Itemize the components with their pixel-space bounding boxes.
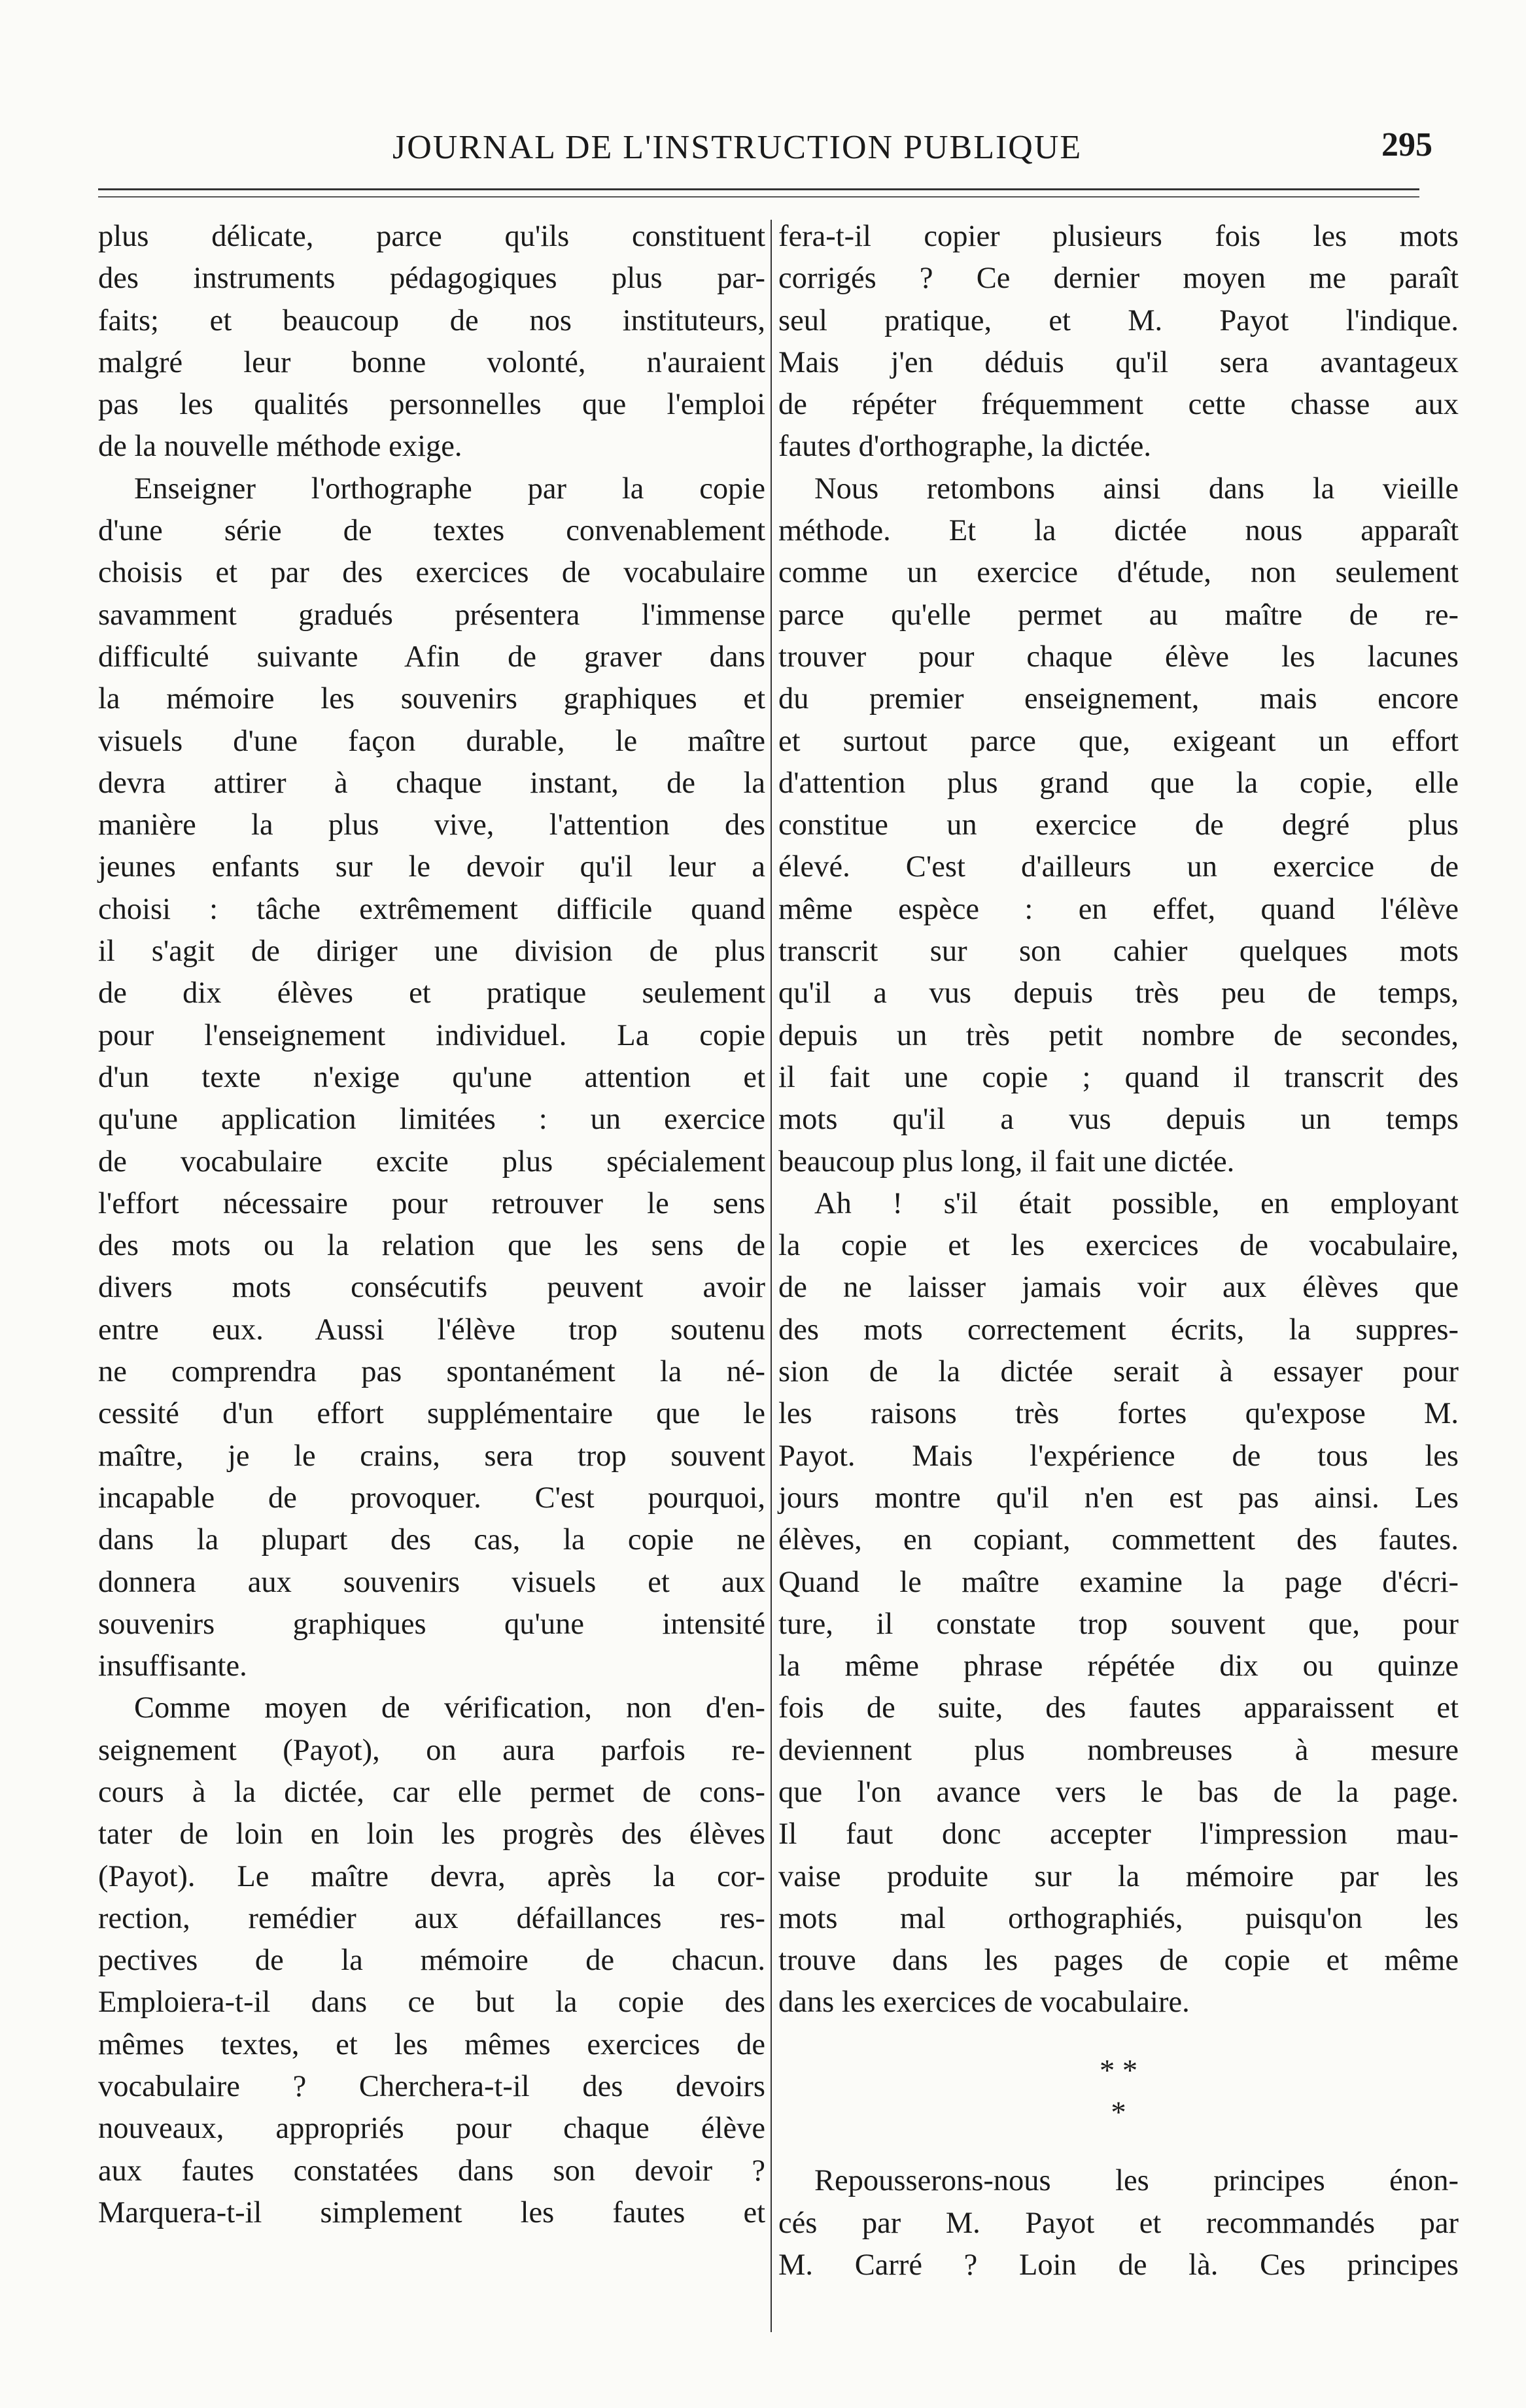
text-line: comme un exercice d'étude, non seulement	[778, 556, 1459, 590]
text-line: malgré leur bonne volonté, n'auraient	[98, 345, 765, 379]
text-line: qu'une application limitées : un exercice	[98, 1103, 765, 1137]
section-separator: *	[1111, 2096, 1126, 2130]
text-line: (Payot). Le maître devra, après la cor-	[98, 1859, 765, 1893]
text-line: difficulté suivante Afin de graver dans	[98, 640, 765, 674]
text-line: il fait une copie ; quand il transcrit des	[778, 1060, 1459, 1094]
text-line: Mais j'en déduis qu'il sera avantageux	[778, 345, 1459, 379]
text-line: donnera aux souvenirs visuels et aux	[98, 1565, 765, 1599]
text-line: manière la plus vive, l'attention des	[98, 808, 765, 842]
running-title: JOURNAL DE L'INSTRUCTION PUBLIQUE	[392, 129, 1083, 166]
text-line: d'une série de textes convenablement	[98, 514, 765, 548]
text-line: d'un texte n'exige qu'une attention et	[98, 1060, 765, 1094]
text-line: des instruments pédagogiques plus par-	[98, 262, 765, 296]
header-rule-secondary	[98, 196, 1419, 198]
text-line: beaucoup plus long, il fait une dictée.	[778, 1144, 1235, 1178]
text-line: depuis un très petit nombre de secondes,	[778, 1018, 1459, 1052]
text-line: ne comprendra pas spontanément la né-	[98, 1355, 765, 1389]
text-line: entre eux. Aussi l'élève trop soutenu	[98, 1313, 765, 1347]
text-line: savamment gradués présentera l'immense	[98, 598, 765, 632]
text-line: insuffisante.	[98, 1649, 247, 1683]
text-line: Payot. Mais l'expérience de tous les	[778, 1439, 1459, 1473]
text-line: faits; et beaucoup de nos instituteurs,	[98, 303, 765, 337]
text-line: mots mal orthographiés, puisqu'on les	[778, 1901, 1459, 1935]
text-line: maître, je le crains, sera trop souvent	[98, 1439, 765, 1473]
text-line: choisi : tâche extrêmement difficile quand	[98, 892, 765, 926]
text-line: dans la plupart des cas, la copie ne	[98, 1523, 765, 1557]
text-line: choisis et par des exercices de vocabulaire	[98, 556, 765, 590]
text-line: corrigés ? Ce dernier moyen me paraît	[778, 262, 1459, 296]
page-number: 295	[1381, 126, 1432, 163]
text-line: seul pratique, et M. Payot l'indique.	[778, 303, 1459, 337]
text-line: élevé. C'est d'ailleurs un exercice de	[778, 850, 1459, 884]
text-line: jeunes enfants sur le devoir qu'il leur a	[98, 850, 765, 884]
text-line: devra attirer à chaque instant, de la	[98, 766, 765, 800]
text-line: ture, il constate trop souvent que, pour	[778, 1607, 1459, 1641]
text-line: tater de loin en loin les progrès des élèves	[98, 1817, 765, 1851]
text-line: jours montre qu'il n'en est pas ainsi. Les	[778, 1481, 1459, 1515]
text-line: constitue un exercice de degré plus	[778, 808, 1459, 842]
text-line: des mots ou la relation que les sens de	[98, 1229, 765, 1263]
text-line: vaise produite sur la mémoire par les	[778, 1859, 1459, 1893]
text-line: la même phrase répétée dix ou quinze	[778, 1649, 1459, 1683]
text-line: M. Carré ? Loin de là. Ces principes	[778, 2248, 1459, 2282]
text-line: de répéter fréquemment cette chasse aux	[778, 388, 1459, 422]
text-line: la mémoire les souvenirs graphiques et	[98, 682, 765, 716]
header-rule	[98, 188, 1419, 190]
text-line: trouver pour chaque élève les lacunes	[778, 640, 1459, 674]
text-line: deviennent plus nombreuses à mesure	[778, 1733, 1459, 1767]
text-line: que l'on avance vers le bas de la page.	[778, 1775, 1459, 1809]
text-line: il s'agit de diriger une division de plus	[98, 935, 765, 969]
text-line: de la nouvelle méthode exige.	[98, 430, 462, 464]
text-line: Nous retombons ainsi dans la vieille	[814, 472, 1459, 506]
text-line: pectives de la mémoire de chacun.	[98, 1944, 765, 1978]
text-line: visuels d'une façon durable, le maître	[98, 724, 765, 758]
text-line: Repousserons-nous les principes énon-	[814, 2164, 1459, 2198]
text-line: rection, remédier aux défaillances res-	[98, 1901, 765, 1935]
text-line: la copie et les exercices de vocabulaire,	[778, 1229, 1459, 1263]
page-header	[92, 128, 1452, 187]
text-line: l'effort nécessaire pour retrouver le sens	[98, 1186, 765, 1220]
left-column	[98, 216, 765, 2234]
text-line: parce qu'elle permet au maître de re-	[778, 598, 1459, 632]
column-divider	[771, 220, 772, 2332]
text-line: mêmes textes, et les mêmes exercices de	[98, 2027, 765, 2061]
text-line: même espèce : en effet, quand l'élève	[778, 892, 1459, 926]
text-line: plus délicate, parce qu'ils constituent	[98, 220, 765, 253]
text-line: Marquera-t-il simplement les fautes et	[98, 2195, 765, 2229]
text-line: aux fautes constatées dans son devoir ?	[98, 2154, 765, 2188]
text-line: Il faut donc accepter l'impression mau-	[778, 1817, 1459, 1851]
text-line: trouve dans les pages de copie et même	[778, 1944, 1459, 1978]
text-line: vocabulaire ? Cherchera-t-il des devoirs	[98, 2070, 765, 2104]
text-line: Quand le maître examine la page d'écri-	[778, 1565, 1459, 1599]
text-line: qu'il a vus depuis très peu de temps,	[778, 976, 1459, 1010]
text-line: cessité d'un effort supplémentaire que le	[98, 1397, 765, 1431]
text-line: souvenirs graphiques qu'une intensité	[98, 1607, 765, 1641]
text-line: incapable de provoquer. C'est pourquoi,	[98, 1481, 765, 1515]
text-line: les raisons très fortes qu'expose M.	[778, 1397, 1459, 1431]
text-line: des mots correctement écrits, la suppres-	[778, 1313, 1459, 1347]
text-line: seignement (Payot), on aura parfois re-	[98, 1733, 765, 1767]
text-line: fera-t-il copier plusieurs fois les mots	[778, 220, 1459, 253]
text-line: transcrit sur son cahier quelques mots	[778, 935, 1459, 969]
text-line: et surtout parce que, exigeant un effort	[778, 724, 1459, 758]
text-line: Comme moyen de vérification, non d'en-	[134, 1691, 765, 1725]
text-line: du premier enseignement, mais encore	[778, 682, 1459, 716]
section-separator: * *	[1099, 2054, 1138, 2088]
section-spacer	[778, 2134, 1459, 2160]
text-line: de ne laisser jamais voir aux élèves que	[778, 1271, 1459, 1305]
text-line: dans les exercices de vocabulaire.	[778, 1986, 1190, 2020]
text-line: méthode. Et la dictée nous apparaît	[778, 514, 1459, 548]
text-line: divers mots consécutifs peuvent avoir	[98, 1271, 765, 1305]
text-line: Emploiera-t-il dans ce but la copie des	[98, 1986, 765, 2020]
text-line: élèves, en copiant, commettent des fautes.	[778, 1523, 1459, 1557]
text-line: cés par M. Payot et recommandés par	[778, 2206, 1459, 2240]
right-column	[778, 216, 1459, 2286]
text-line: mots qu'il a vus depuis un temps	[778, 1103, 1459, 1137]
text-line: pour l'enseignement individuel. La copie	[98, 1018, 765, 1052]
text-line: fautes d'orthographe, la dictée.	[778, 430, 1152, 464]
text-line: sion de la dictée serait à essayer pour	[778, 1355, 1459, 1389]
text-line: Ah ! s'il était possible, en employant	[814, 1186, 1459, 1220]
text-line: cours à la dictée, car elle permet de cons-	[98, 1775, 765, 1809]
text-line: pas les qualités personnelles que l'emploi	[98, 388, 765, 422]
text-line: de dix élèves et pratique seulement	[98, 976, 765, 1010]
text-line: nouveaux, appropriés pour chaque élève	[98, 2112, 765, 2146]
text-line: d'attention plus grand que la copie, elle	[778, 766, 1459, 800]
text-line: Enseigner l'orthographe par la copie	[134, 472, 765, 506]
text-line: fois de suite, des fautes apparaissent et	[778, 1691, 1459, 1725]
section-spacer	[778, 2024, 1459, 2050]
text-line: de vocabulaire excite plus spécialement	[98, 1144, 765, 1178]
